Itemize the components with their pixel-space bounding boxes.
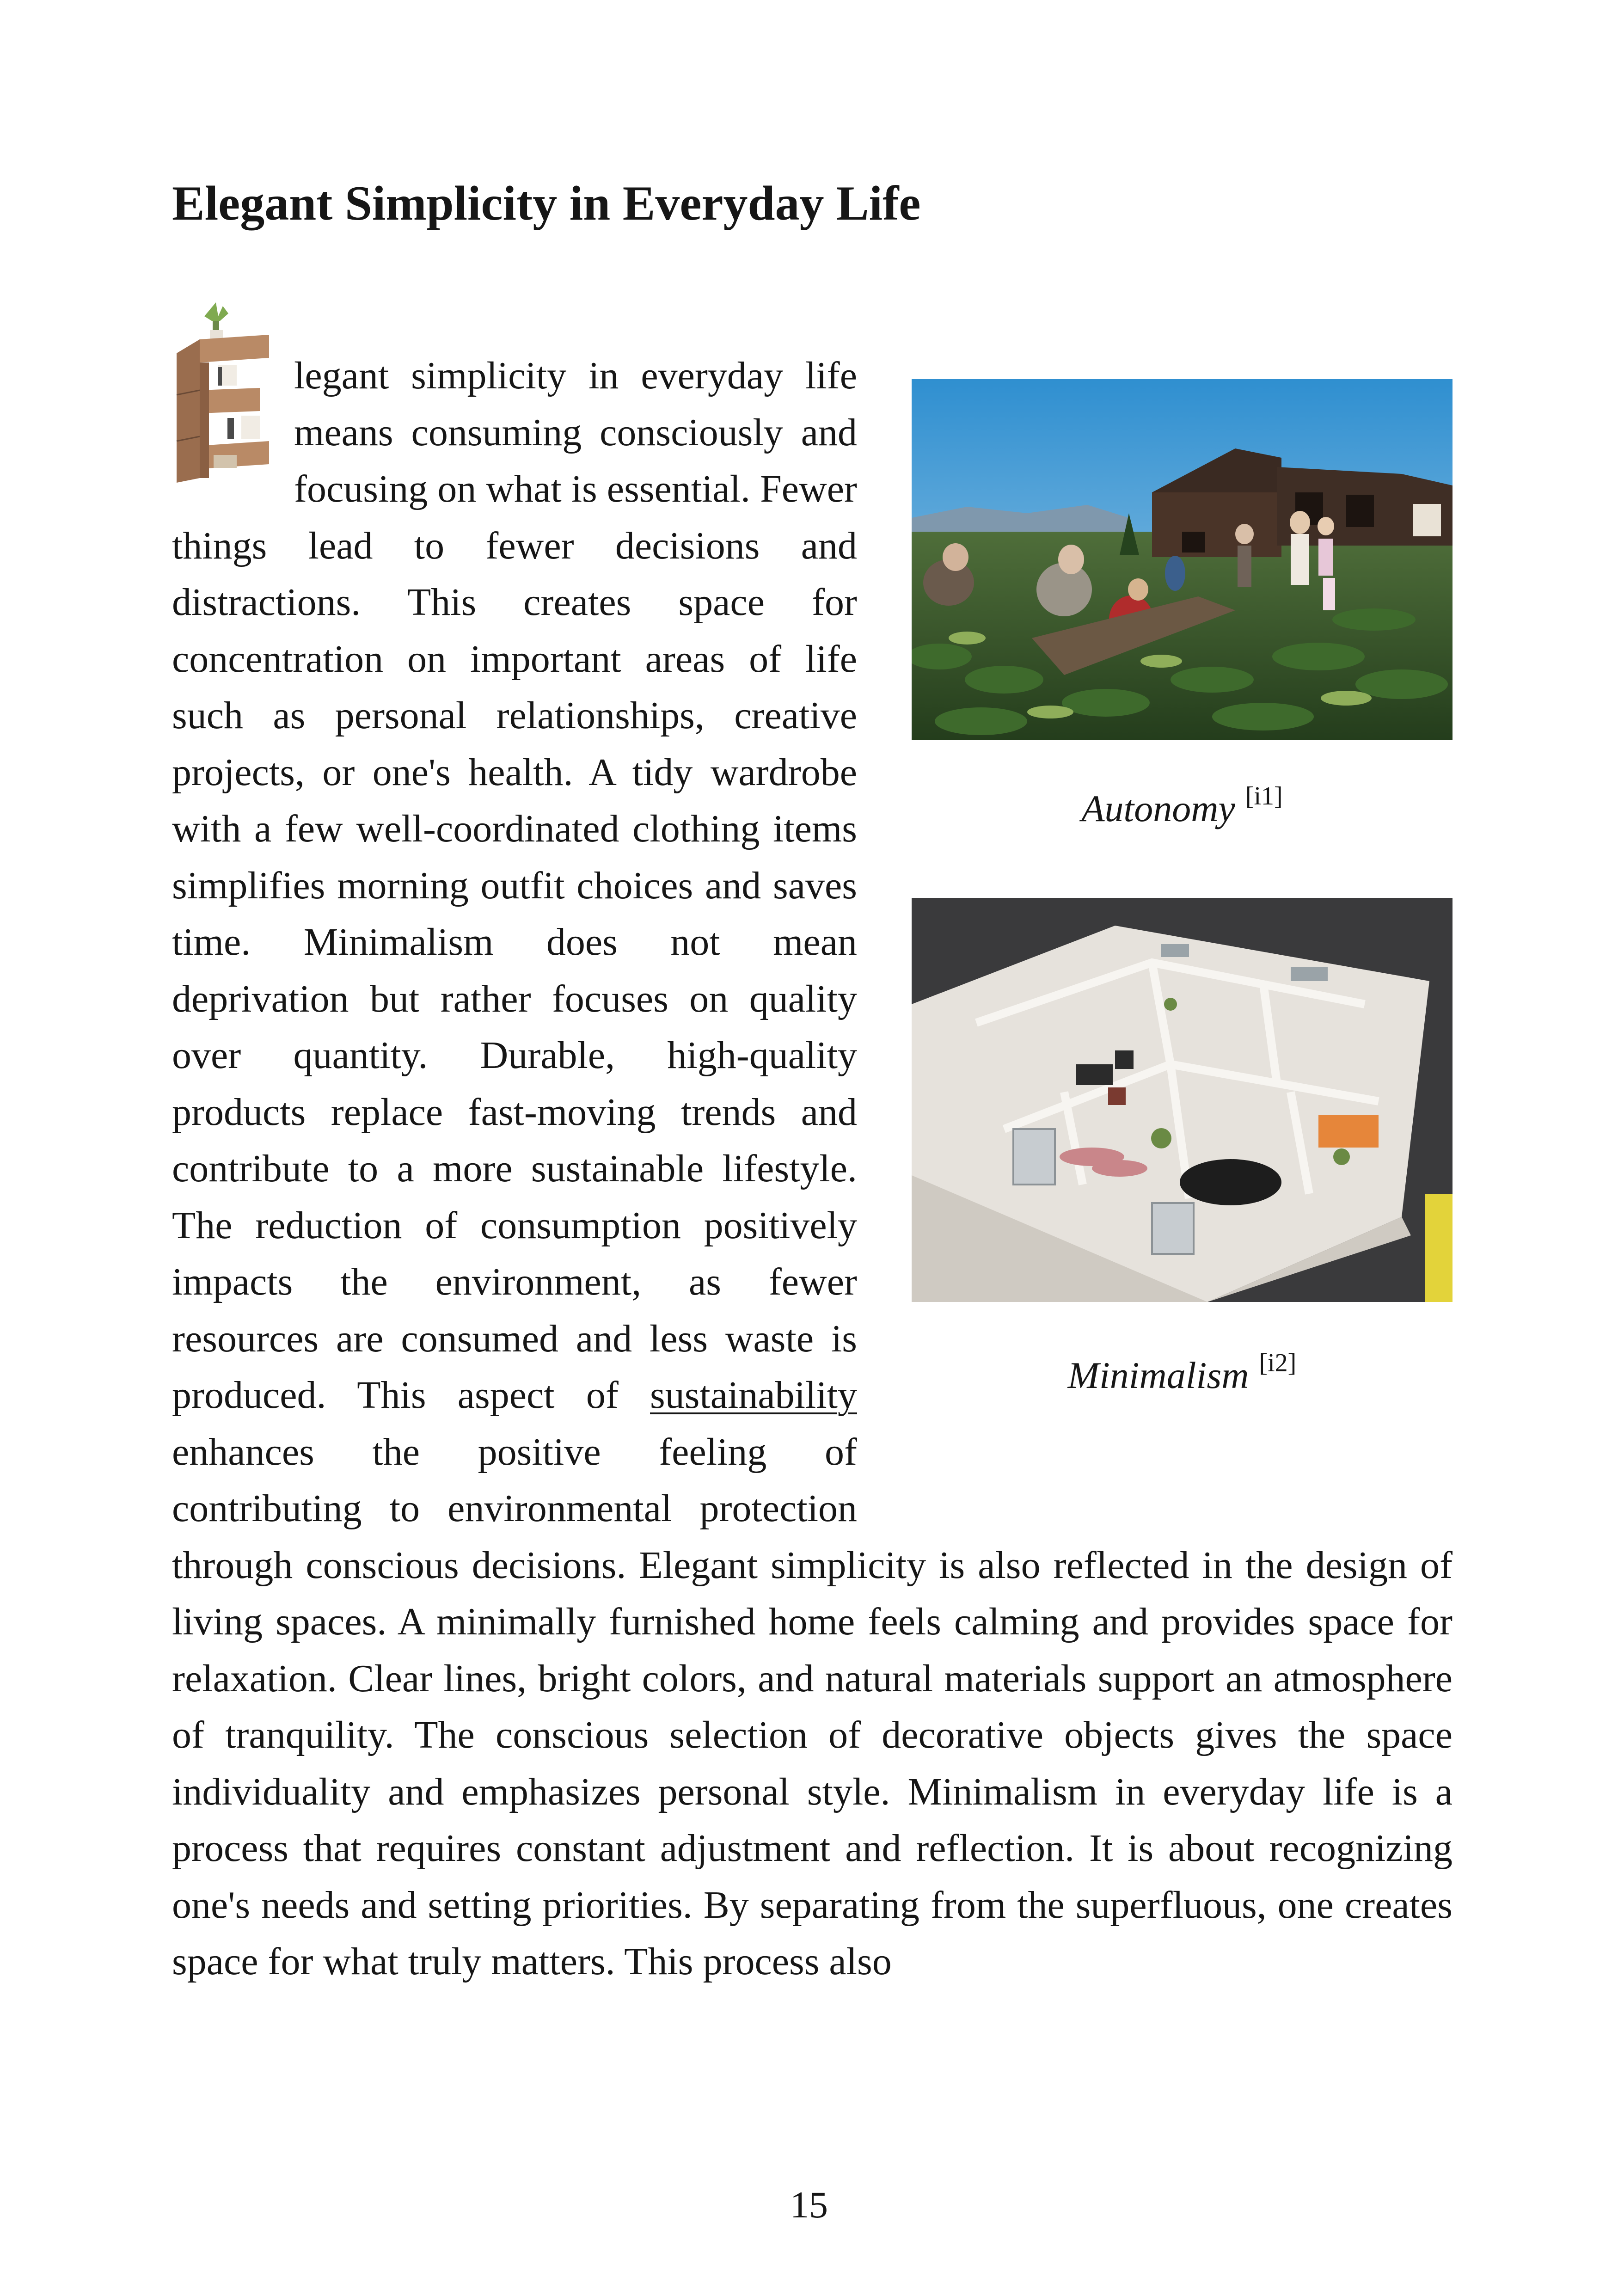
- autonomy-image-ref[interactable]: [i1]: [1245, 782, 1283, 810]
- sustainability-link[interactable]: sustainability: [650, 1374, 857, 1417]
- autonomy-photo: [912, 379, 1453, 740]
- autonomy-caption-text: Autonomy: [1081, 787, 1235, 829]
- minimalism-photo: [912, 898, 1453, 1302]
- minimalism-caption-text: Minimalism: [1067, 1354, 1249, 1396]
- autonomy-caption: [912, 782, 1453, 829]
- figure-autonomy: [912, 379, 1453, 828]
- dropcap-bookshelf-e: [172, 302, 278, 483]
- page-number: 15: [790, 2184, 828, 2226]
- figure-column: [912, 379, 1453, 1503]
- article-body: [172, 348, 1453, 1990]
- minimalism-image-ref[interactable]: [i2]: [1259, 1349, 1297, 1377]
- article-text-part-2: enhances the positive feeling of contributing to environmental protection through conscious decisions. Elegant simplicity is also reflected in the design of living spaces. A minimally furnished home feels calming and provides space for relaxation. Clear lines, bright colors, and natural materials support an atmosphere of tranquility. The conscious selection of decorative objects gives the space individuality and emphasizes personal style. Minimalism in everyday life is a process that requires constant adjustment and reflection. It is about recognizing one's needs and setting priorities. By separating from the superfluous, one creates space for what truly matters. This process also: [172, 1430, 1453, 1983]
- page-title: Elegant Simplicity in Everyday Life: [172, 176, 921, 230]
- article-text-part-1: legant simplicity in everyday life means consuming consciously and focusing on what is essential. Fewer things lead to fewer decisions and distractions. This creates space for concentration on important areas of life such as personal relationships, creative projects, or one's health. A tidy wardrobe with a few well-coordinated clothing items simplifies morning outfit choices and saves time. Minimalism does not mean deprivation but rather focuses on quality over quantity. Durable, high-quality products replace fast-moving trends and contribute to a more sustainable lifestyle. The reduction of consumption positively impacts the environment, as fewer resources are consumed and less waste is produced. This aspect of: [172, 354, 857, 1417]
- minimalism-caption: [912, 1349, 1453, 1396]
- bookshelf-e-icon: [172, 302, 278, 483]
- figure-minimalism: [912, 898, 1453, 1394]
